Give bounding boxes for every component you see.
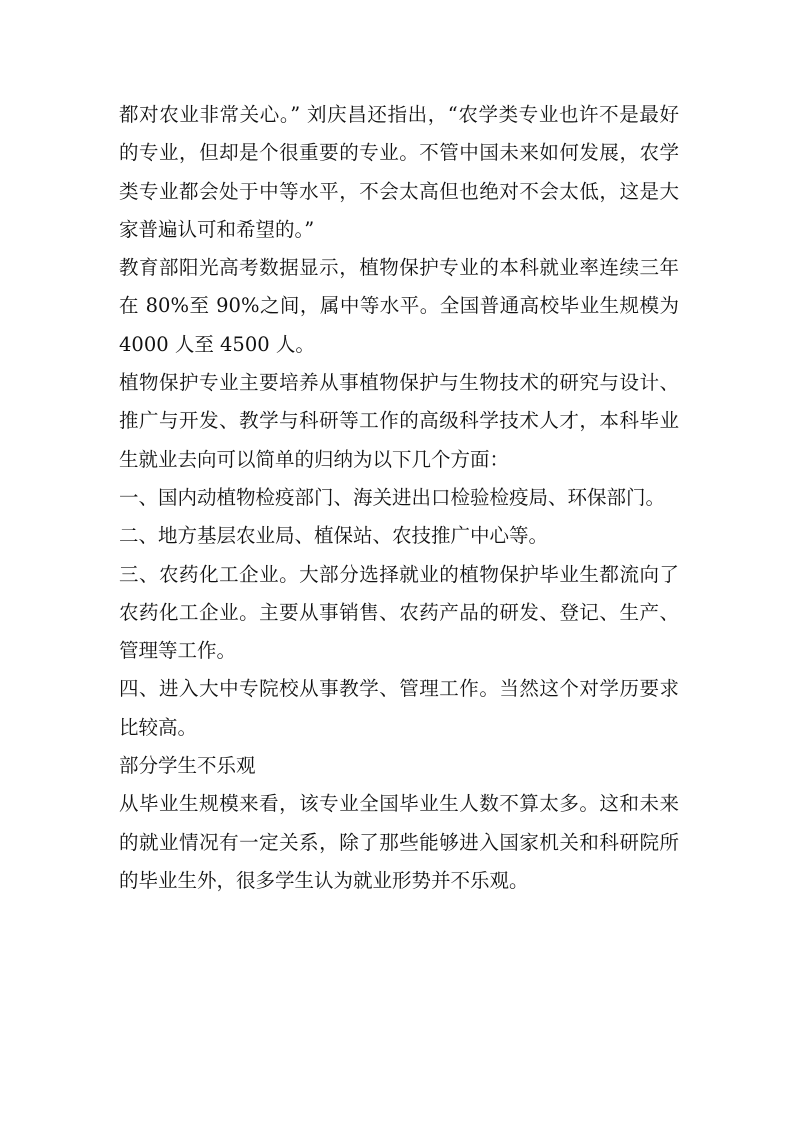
section-heading: 部分学生不乐观 — [119, 754, 256, 778]
paragraph-outlook: 从毕业生规模来看，该专业全国毕业生人数不算太多。这和未来的就业情况有一定关系，除了那些能够进入国家机关和科研院所的毕业生外，很多学生认为就业形势并不乐观。 — [119, 792, 679, 892]
list-item-local-agencies: 二、地方基层农业局、植保站、农技推广中心等。 — [119, 524, 549, 548]
document-body — [119, 96, 679, 900]
list-item-inspection-departments: 一、国内动植物检疫部门、海关进出口检验检疫局、环保部门。 — [119, 485, 666, 509]
list-item-pesticide-industry: 三、农药化工企业。大部分选择就业的植物保护毕业生都流向了农药化工企业。主要从事销售、农药产品的研发、登记、生产、管理等工作。 — [119, 562, 679, 663]
paragraph-training-goals: 植物保护专业主要培养从事植物保护与生物技术的研究与设计、推广与开发、教学与科研等工作的高级科学技术人才，本科毕业生就业去向可以简单的归纳为以下几个方面： — [119, 371, 679, 471]
list-item-teaching: 四、进入大中专院校从事教学、管理工作。当然这个对学历要求比较高。 — [119, 677, 679, 739]
paragraph-quote-continuation: 都对农业非常关心。” 刘庆昌还指出，“农学类专业也许不是最好的专业，但却是个很重要的专业。不管中国未来如何发展，农学类专业都会处于中等水平，不会太高但也绝对不会太低，这是大家普遍认可和希望的。” — [119, 103, 679, 241]
paragraph-employment-data: 教育部阳光高考数据显示，植物保护专业的本科就业率连续三年在 80%至 90%之间，属中等水平。全国普通高校毕业生规模为 4000 人至 4500 人。 — [119, 256, 679, 356]
